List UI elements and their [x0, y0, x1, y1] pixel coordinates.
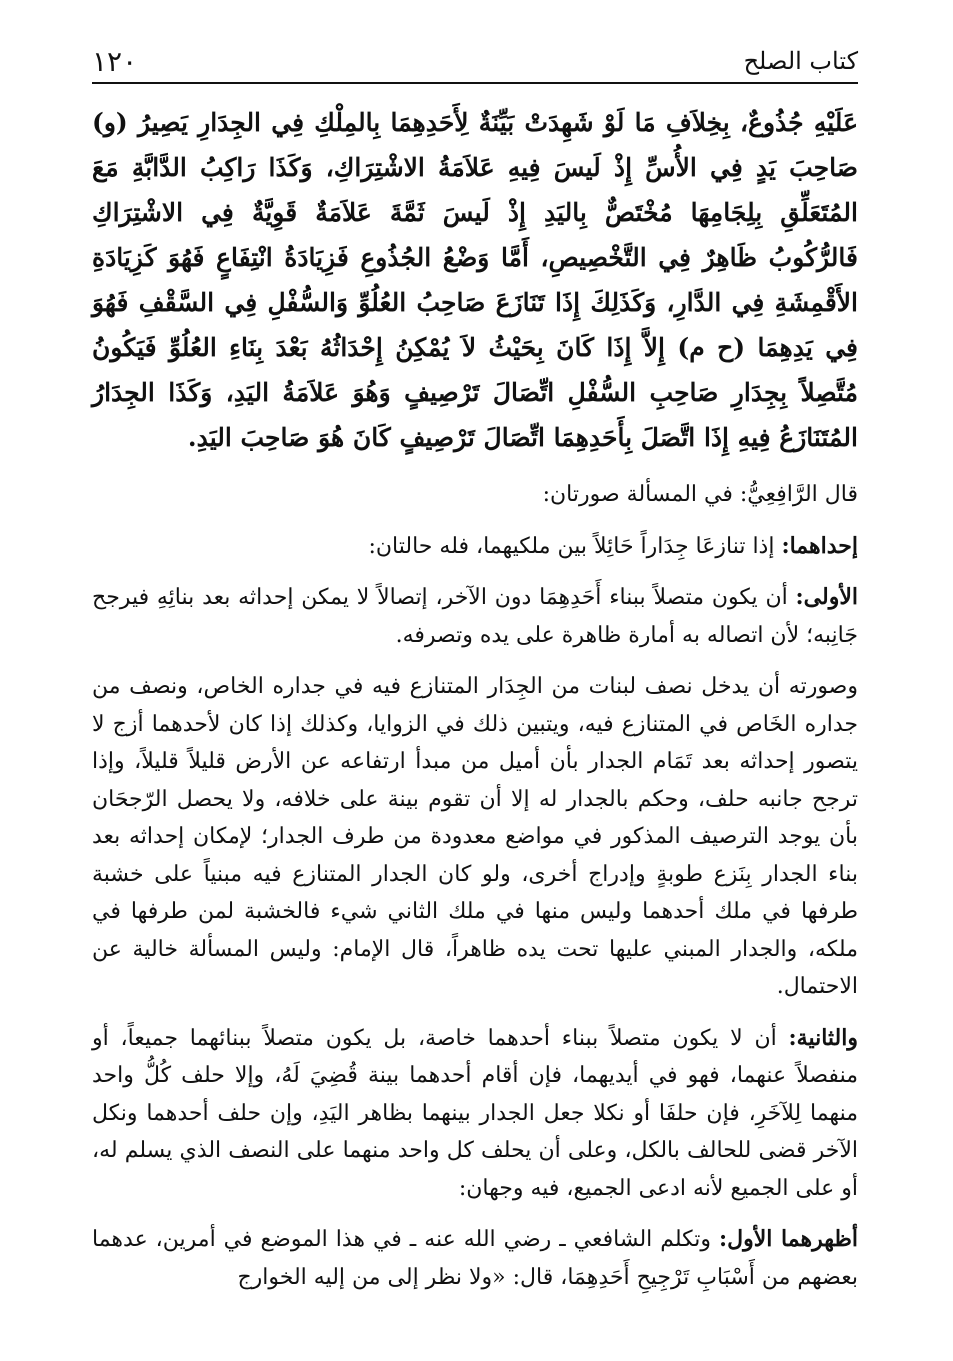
- paragraph-lead: إحداهما:: [781, 532, 858, 559]
- paragraph-lead: أظهرهما الأول:: [719, 1226, 858, 1252]
- commentary-paragraph: [92, 528, 858, 566]
- commentary-paragraph: [92, 476, 858, 514]
- paragraph-text: إذا تنازعَا جِدَاراً حَائِلاً بين ملكيهما، فله حالتان:: [368, 533, 782, 559]
- matn-text: عَلَيْهِ جُذُوعٌ، بِخِلاَفِ مَا لَوْ شَهِدَتْ بَيِّنَةٌ لِأَحَدِهِمَا بِالمِلْكِ فِي الجِدَارِ يَصِيرُ (و) صَاحِبَ يَدٍ فِي الأُسِّ إِذْ لَيسَ فِيهِ عَلاَمَةُ الاشْتِرَاكِ، وَكَذَا رَاكِبُ الدَّابَّةِ مَعَ المُتَعَلِّقِ بِلِجَامِهَا مُخْتَصٌّ بِاليَدِ إِذْ لَيسَ ثَمَّةَ عَلاَمَةٌ قَوِيَّةٌ فِي الاشْتِرَاكِ فَالرُّكُوبُ ظَاهِرٌ فِي التَّخْصِيصِ، أَمَّا وَضْعُ الجُذُوعِ فَزِيَادَةُ انْتِفَاعٍ فَهُوَ كَزِيَادَةِ الأَقْمِشَةِ فِي الدَّارِ، وَكَذَلِكَ إِذَا تَنَازَعَ صَاحِبُ العُلُوِّ وَالسُّفْلِ فِي السَّقْفِ فَهُوَ فِي يَدِهِمَا (ح م) إِلاَّ إِذَا كَانَ بِحَيْثُ لاَ يُمْكِنُ إِحْدَاثُهُ بَعْدَ بِنَاءِ العُلُوِّ فَيَكُونُ مُتَّصِلاً بِجِدَارِ صَاحِبِ السُّفْلِ اتِّصَالَ تَرْصِيفٍ وَهُوَ عَلاَمَةُ اليَدِ، وَكَذَا الجِدَارُ المُتَنَازَعُ فِيهِ إِذَا اتَّصَلَ بِأَحَدِهِمَا اتِّصَالَ تَرْصِيفٍ كَانَ هُوَ صَاحِبَ اليَدِ.: [92, 108, 858, 452]
- paragraph-text: وصورته أن يدخل نصف لبنات من الجِدَار المتنازع فيه في جداره الخاص، ونصف من جداره الخَاص في المتنازع فيه، ويتبين ذلك في الزوايا، وكذلك إذا كان لأحدهما أزج لا يتصور إحداثه بعد تَمَام الجدار بأن أميل من مبدأ ارتفاعه عن الأرض قليلاً قليلاً، وإذا ترجح جانبه حلف، وحكم بالجدار له إلا أن تقوم بينة على خلافه، ولا يحصل الرّجحَان بأن يوجد الترصيف المذكور في مواضع معدودة من طرف الجدار؛ لإمكان إحداثه بعد بناء الجدار بِنَزع طوبةٍ وإدراج أخرى، ولو كان الجدار المتنازع فيه مبنياً على خشبة طرفها في ملك أحدهما وليس منها في ملك الثاني شيء فالخشبة لمن طرفها في ملكه، والجدار المبني عليها تحت يده ظاهراً، قال الإمام: وليس المسألة خالية عن الاحتمال.: [92, 674, 858, 999]
- paragraph-lead: الأولى:: [795, 584, 858, 610]
- paragraph-text: أن يكون متصلاً ببناء أَحَدِهِمَا دون الآخر، إتصالاً لا يمكن إحداثه بعد بنائِهِ فيرجح جَانِبه؛ لأن اتصاله به أمارة ظاهرة على يده وتصرفه.: [92, 585, 858, 648]
- commentary-paragraph: [92, 1020, 858, 1208]
- commentary-paragraph: [92, 1221, 858, 1296]
- commentary-paragraph: [92, 579, 858, 654]
- paragraph-text: أن لا يكون متصلاً ببناء أحدهما خاصة، بل يكون متصلاً ببنائهما جميعاً، أو منفصلاً عنهما، فهو في أيديهما، فإن أقام أحدهما بينة قُضِيَ لَهُ، وإلا حلف كُلُّ واحد منهما لِلآخَرِ، فإن حلفَا أو نكلا جعل الجدار بينهما بظاهر اليَدِ، وإن حلف أحدهما ونكل الآخر قضى للحالف بالكل، وعلى أن يحلف كل واحد منهما على النصف الذي يسلم له، أو على الجميع لأنه ادعى الجميع، فيه وجهان:: [92, 1025, 858, 1201]
- paragraph-text: وتكلم الشافعي ـ رضي الله عنه ـ في هذا الموضع في أمرين، عدهما بعضهم من أَسْبَابِ تَرْجِيحِ أَحَدِهِمَا، قال: «ولا نظر إلى من إليه الخوارج: [92, 1227, 858, 1290]
- paragraph-lead: والثانية:: [788, 1024, 858, 1051]
- page-header: [92, 40, 858, 84]
- page-number: ١٢٠: [92, 44, 138, 78]
- paragraph-text: قال الرَّافِعِيُّ: في المسألة صورتان:: [542, 482, 858, 507]
- commentary-paragraph: [92, 668, 858, 1006]
- page-body: [92, 100, 858, 1310]
- running-title: كتاب الصلح: [743, 47, 858, 75]
